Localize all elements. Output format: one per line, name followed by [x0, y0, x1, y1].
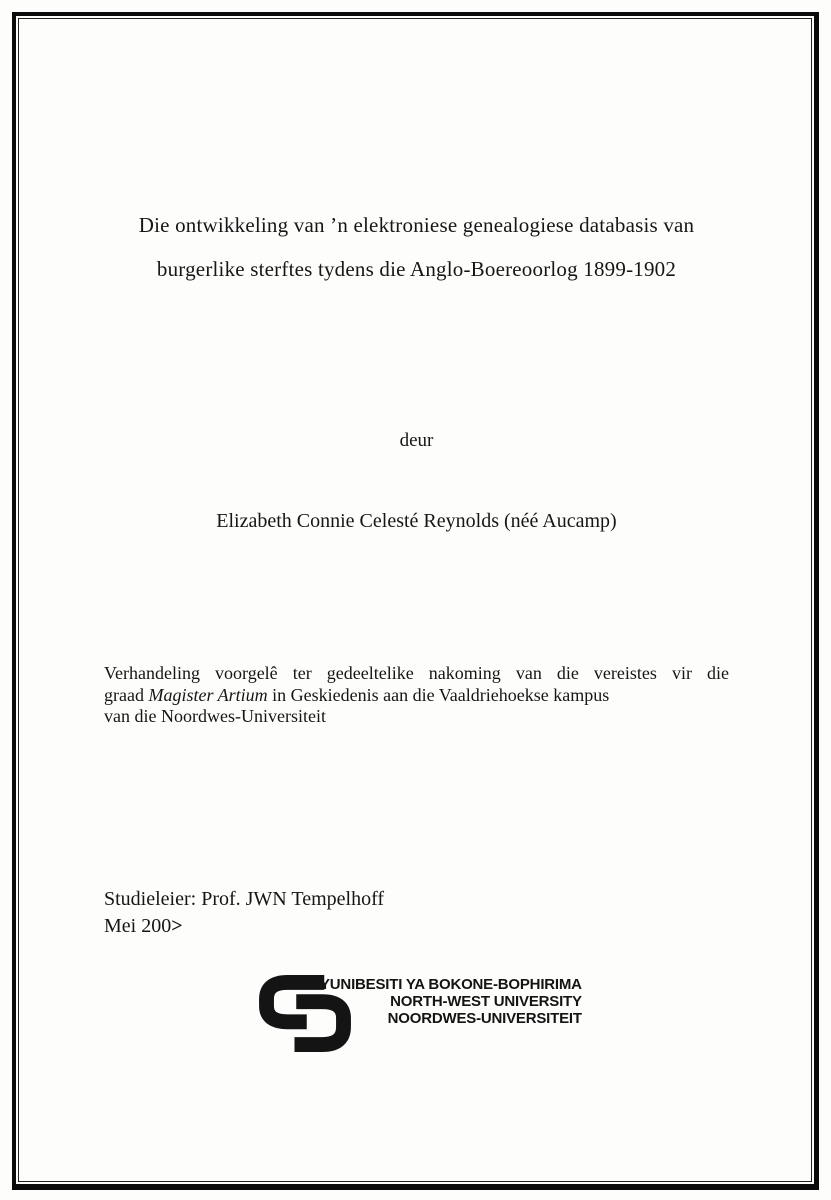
degree-statement-line3: van die Noordwes-Universiteit	[104, 706, 326, 726]
date-line	[104, 913, 384, 940]
thesis-title	[104, 203, 729, 291]
supervisor-block	[104, 886, 384, 940]
author-name: Elizabeth Connie Celesté Reynolds (néé Aucamp)	[216, 510, 617, 532]
degree-statement-line1: Verhandeling voorgelê ter gedeeltelike nakoming van die vereistes vir die	[104, 663, 729, 683]
byline-deur: deur	[399, 430, 434, 451]
degree-statement	[104, 663, 729, 728]
nwu-logo-wordmark	[320, 976, 582, 1027]
supervisor-line: Studieleier: Prof. JWN Tempelhoff	[104, 888, 385, 910]
date-last-digit: >	[171, 915, 182, 937]
nwu-logo-line3: NOORDWES-UNIVERSITEIT	[387, 1010, 582, 1027]
degree-name-italic: Magister Artium	[148, 684, 268, 705]
degree-statement-line2	[104, 685, 729, 707]
degree-statement-line2-post: in Geskiedenis aan die Vaaldriehoekse kampus	[267, 684, 610, 705]
nwu-logo-line2: NORTH-WEST UNIVERSITY	[390, 993, 582, 1010]
thesis-title-line2: burgerlike sterftes tydens die Anglo-Boereoorlog 1899-1902	[156, 257, 677, 281]
degree-statement-line2-pre: graad	[104, 684, 149, 705]
nwu-logo	[256, 969, 582, 1057]
date-prefix: Mei 200	[104, 915, 172, 937]
thesis-title-line1: Die ontwikkeling van ’n elektroniese genealogiese databasis van	[138, 213, 695, 237]
nwu-logo-line1: YUNIBESITI YA BOKONE-BOPHIRIMA	[320, 976, 582, 993]
